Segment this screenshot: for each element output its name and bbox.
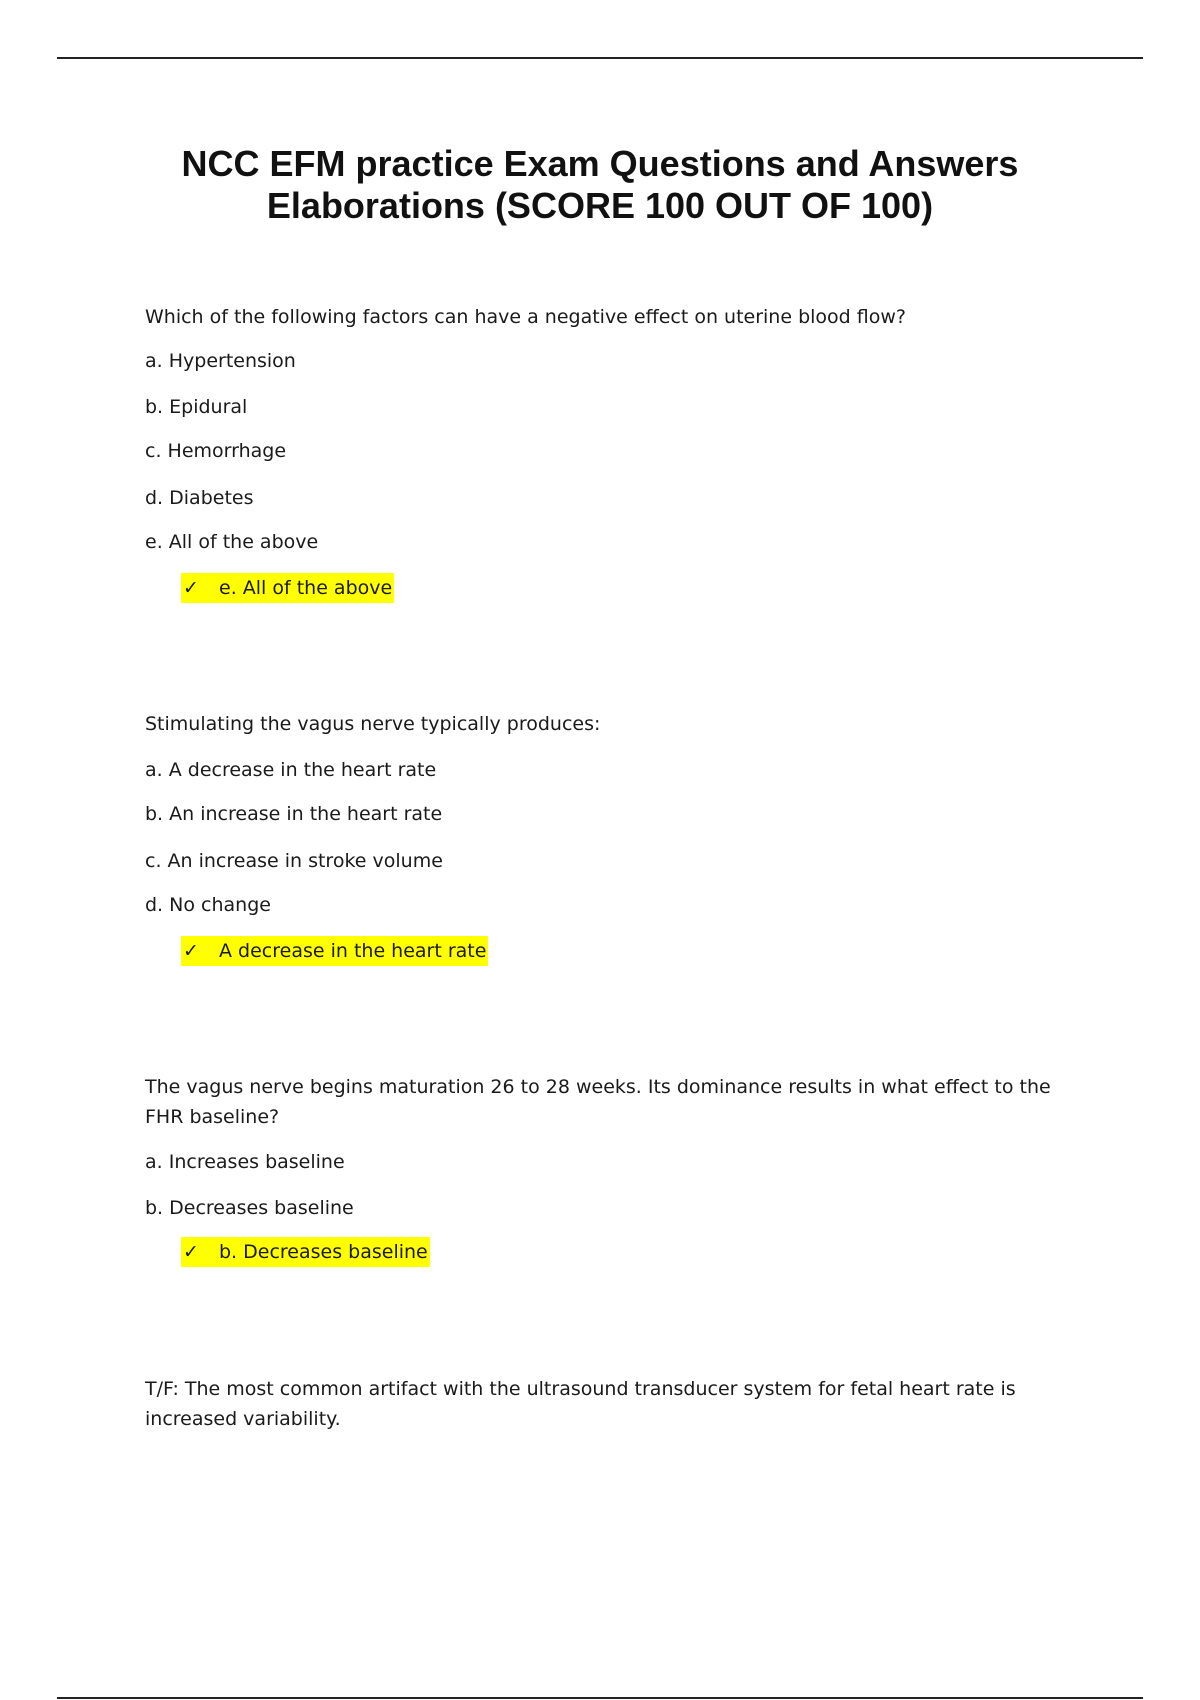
check-icon: ✓ bbox=[183, 1241, 199, 1263]
question-4: T/F: The most common artifact with the ultrasound transducer system for fetal heart rate is increased variability. bbox=[145, 1378, 1016, 1430]
title-line-1: NCC EFM practice Exam Questions and Answers bbox=[181, 143, 1019, 184]
question-3-answer bbox=[181, 1237, 430, 1267]
question-2-answer-text: A decrease in the heart rate bbox=[219, 940, 487, 962]
document-title bbox=[100, 143, 1100, 227]
question-2-option-b: b. An increase in the heart rate bbox=[145, 803, 443, 825]
question-3-option-b: b. Decreases baseline bbox=[145, 1197, 354, 1219]
question-2-option-c: c. An increase in stroke volume bbox=[145, 850, 443, 872]
question-3-answer-text: b. Decreases baseline bbox=[219, 1241, 428, 1263]
top-rule bbox=[57, 57, 1143, 59]
question-1-option-b: b. Epidural bbox=[145, 396, 248, 418]
question-3-option-a: a. Increases baseline bbox=[145, 1151, 345, 1173]
question-1-option-c: c. Hemorrhage bbox=[145, 440, 287, 462]
question-1-answer-text: e. All of the above bbox=[219, 577, 393, 599]
question-1-option-e: e. All of the above bbox=[145, 531, 319, 553]
check-icon: ✓ bbox=[183, 940, 199, 962]
title-line-2: Elaborations (SCORE 100 OUT OF 100) bbox=[266, 185, 934, 226]
question-2-option-d: d. No change bbox=[145, 894, 271, 916]
question-2-answer bbox=[181, 936, 488, 966]
question-1: Which of the following factors can have a negative effect on uterine blood flow? bbox=[145, 306, 906, 328]
check-icon: ✓ bbox=[183, 577, 199, 599]
question-1-option-d: d. Diabetes bbox=[145, 487, 254, 509]
question-2-option-a: a. A decrease in the heart rate bbox=[145, 759, 437, 781]
question-2: Stimulating the vagus nerve typically produces: bbox=[145, 713, 601, 735]
question-1-answer bbox=[181, 573, 394, 603]
bottom-rule bbox=[57, 1697, 1143, 1699]
question-1-option-a: a. Hypertension bbox=[145, 350, 296, 372]
question-3: The vagus nerve begins maturation 26 to 28 weeks. Its dominance results in what effect to the FHR baseline? bbox=[145, 1076, 1051, 1128]
